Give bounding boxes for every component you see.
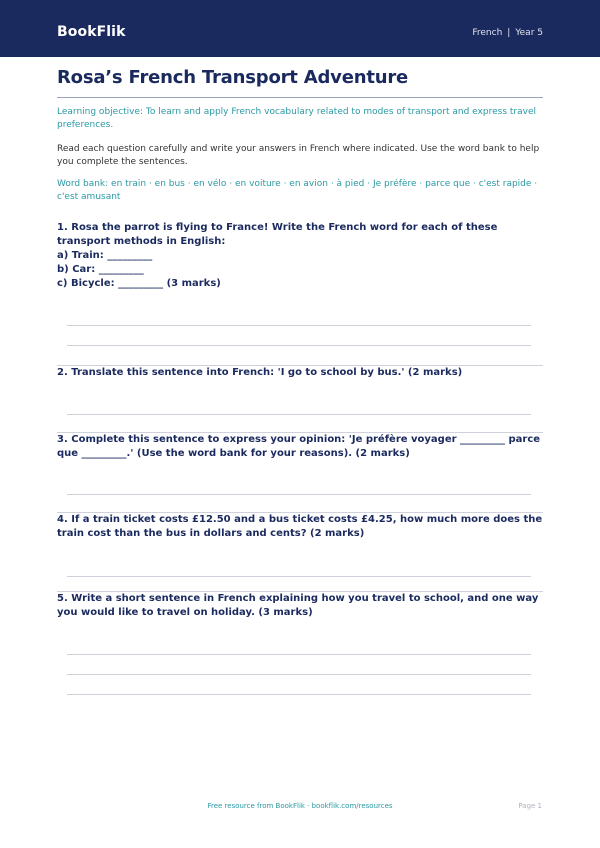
question-2-prompt: 2. Translate this sentence into French: 'I go to school by bus.' (2 marks) [57, 367, 463, 378]
worksheet-body [57, 64, 543, 695]
answer-line[interactable] [67, 494, 531, 495]
page-footer [0, 802, 600, 814]
question-1-part-b: b) Car: _________ [57, 264, 144, 275]
learning-objective: Learning objective: To learn and apply French vocabulary related to modes of transport and express travel preferences. [57, 107, 536, 130]
answer-line[interactable] [67, 674, 531, 675]
subject-year-label [472, 26, 543, 40]
brand-logo-text: BookFlik [57, 24, 126, 40]
title-divider [57, 97, 543, 98]
answer-line[interactable] [67, 654, 531, 655]
question-3-prompt: 3. Complete this sentence to express your opinion: 'Je préfère voyager _________ parce que _________.' (Use the word bank for your reasons). (2 marks) [57, 434, 541, 459]
year-label: Year 5 [515, 28, 543, 38]
question-1-part-a: a) Train: _________ [57, 250, 153, 261]
answer-line[interactable] [67, 576, 531, 577]
question-4-prompt: 4. If a train ticket costs £12.50 and a bus ticket costs £4.25, how much more does the train cost than the bus in dollars and cents? (2 marks) [57, 514, 543, 539]
question-1-part-c: c) Bicycle: _________ (3 marks) [57, 278, 221, 289]
footer-credit-link[interactable]: Free resource from BookFlik · bookflik.com/resources [207, 802, 393, 810]
subject-label: French [472, 28, 503, 38]
word-bank: Word bank: en train · en bus · en vélo · en voiture · en avion · à pied · Je préfère · parce que · c'est rapide · c'est amusant [57, 179, 538, 202]
question-1 [57, 221, 543, 291]
worksheet-title: Rosa’s French Transport Adventure [57, 67, 409, 88]
answer-line[interactable] [67, 345, 531, 346]
answer-line[interactable] [67, 414, 531, 415]
page-number: Page 1 [518, 802, 542, 810]
meta-separator: | [507, 28, 511, 38]
answer-line[interactable] [67, 325, 531, 326]
question-1-prompt: 1. Rosa the parrot is flying to France! Write the French word for each of these transport methods in English: [57, 222, 498, 247]
instructions-text: Read each question carefully and write your answers in French where indicated. Use the word bank to help you complete the sentences. [57, 144, 540, 167]
answer-line[interactable] [67, 694, 531, 695]
page-header [0, 0, 600, 57]
question-5-prompt: 5. Write a short sentence in French explaining how you travel to school, and one way you would like to travel on holiday. (3 marks) [57, 593, 539, 618]
